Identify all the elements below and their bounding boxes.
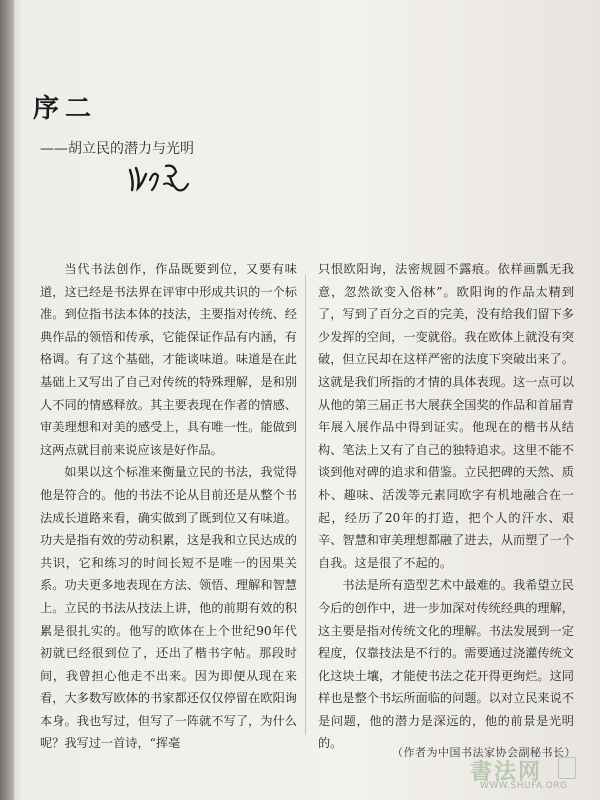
column-divider [305,275,306,735]
page-subtitle: ——胡立民的潜力与光明 [40,141,194,157]
paragraph: 当代书法创作，作品既要到位，又要有味道，这已经是书法界在评审中形成共识的一个标准。到位指书法本体的技法，主要指对传统、经典作品的领悟和传承，它能保证作品有内涵，有格调。有了这个基础，才能谈味道。味道是在此基础上又写出了自己对传统的特殊理解，是和别人不同的情感释放。其主要表现在作者的情感、审美理想和对美的感受上，具有唯一性。能做到这两点就目前来说应该是好作品。 [40,262,297,457]
paragraph: 如果以这个标准来衡量立民的书法，我觉得他是符合的。他的书法不论从目前还是从整个书法成长道路来看，确实做到了既到位又有味道。功夫是指有效的劳动积累，这是我和立民达成的共识，它和练习的时间长短不是唯一的因果关系。功夫更多地表现在方法、领悟、理解和智慧上。立民的书法从技法上讲，他的前期有效的积累是很扎实的。他写的欧体在上个世纪90年代初就已经很到位了，还出了楷书字帖。那段时间，我曾担心他走不出来。因为即便从现在来看，大多数写欧体的书家都还仅仅停留在欧阳询本身。我也写过，但写了一阵就不写了，为什么呢？我写过一首诗，“挥毫 [40,465,297,751]
seal-icon [558,757,576,779]
left-text-column [40,258,297,755]
page-title: 序二 [33,94,98,124]
handwritten-signature [126,160,196,196]
watermark-logo-text: 書法网 [470,759,543,785]
page-gutter [0,0,14,800]
right-text-column [318,258,574,755]
site-watermark [470,755,588,795]
author-note: （作者为中国书法家协会副秘书长） [392,746,576,759]
watermark-url: WWW.SHUFA.ORG [480,781,568,791]
paragraph: 书法是所有造型艺术中最难的。我希望立民今后的创作中，进一步加深对传统经典的理解，这主要是指对传统文化的理解。书法发展到一定程度，仅靠技法是不行的。需要通过浇灌传统文化这块土壤，才能使书法之花开得更绚烂。这同样也是整个书坛所面临的问题。以对立民来说不是问题，他的潜力是深远的，他的前景是光明的。 [318,578,574,751]
paragraph: 只恨欧阳询，法密规圆不露痕。依样画瓢无我意，忽然欲变入俗林”。欧阳询的作品太精到了，写到了百分之百的完美，没有给我们留下多少发挥的空间，一变就俗。我在欧体上就没有突破，但立民却在这样严密的法度下突破出来了。这就是我们所指的才情的具体表现。这一点可以从他的第三届正书大展获全国奖的作品和首届青年展入展作品中得到证实。他现在的楷书从结构、笔法上又有了自己的独特追求。这里不能不谈到他对碑的追求和借鉴。立民把碑的天然、质朴、趣味、活泼等元素同欧字有机地融合在一起，经历了20年的打造，把个人的汗水、艰辛、智慧和审美理想都融了进去，从而塑了一个自我。这是很了不起的。 [318,262,574,570]
